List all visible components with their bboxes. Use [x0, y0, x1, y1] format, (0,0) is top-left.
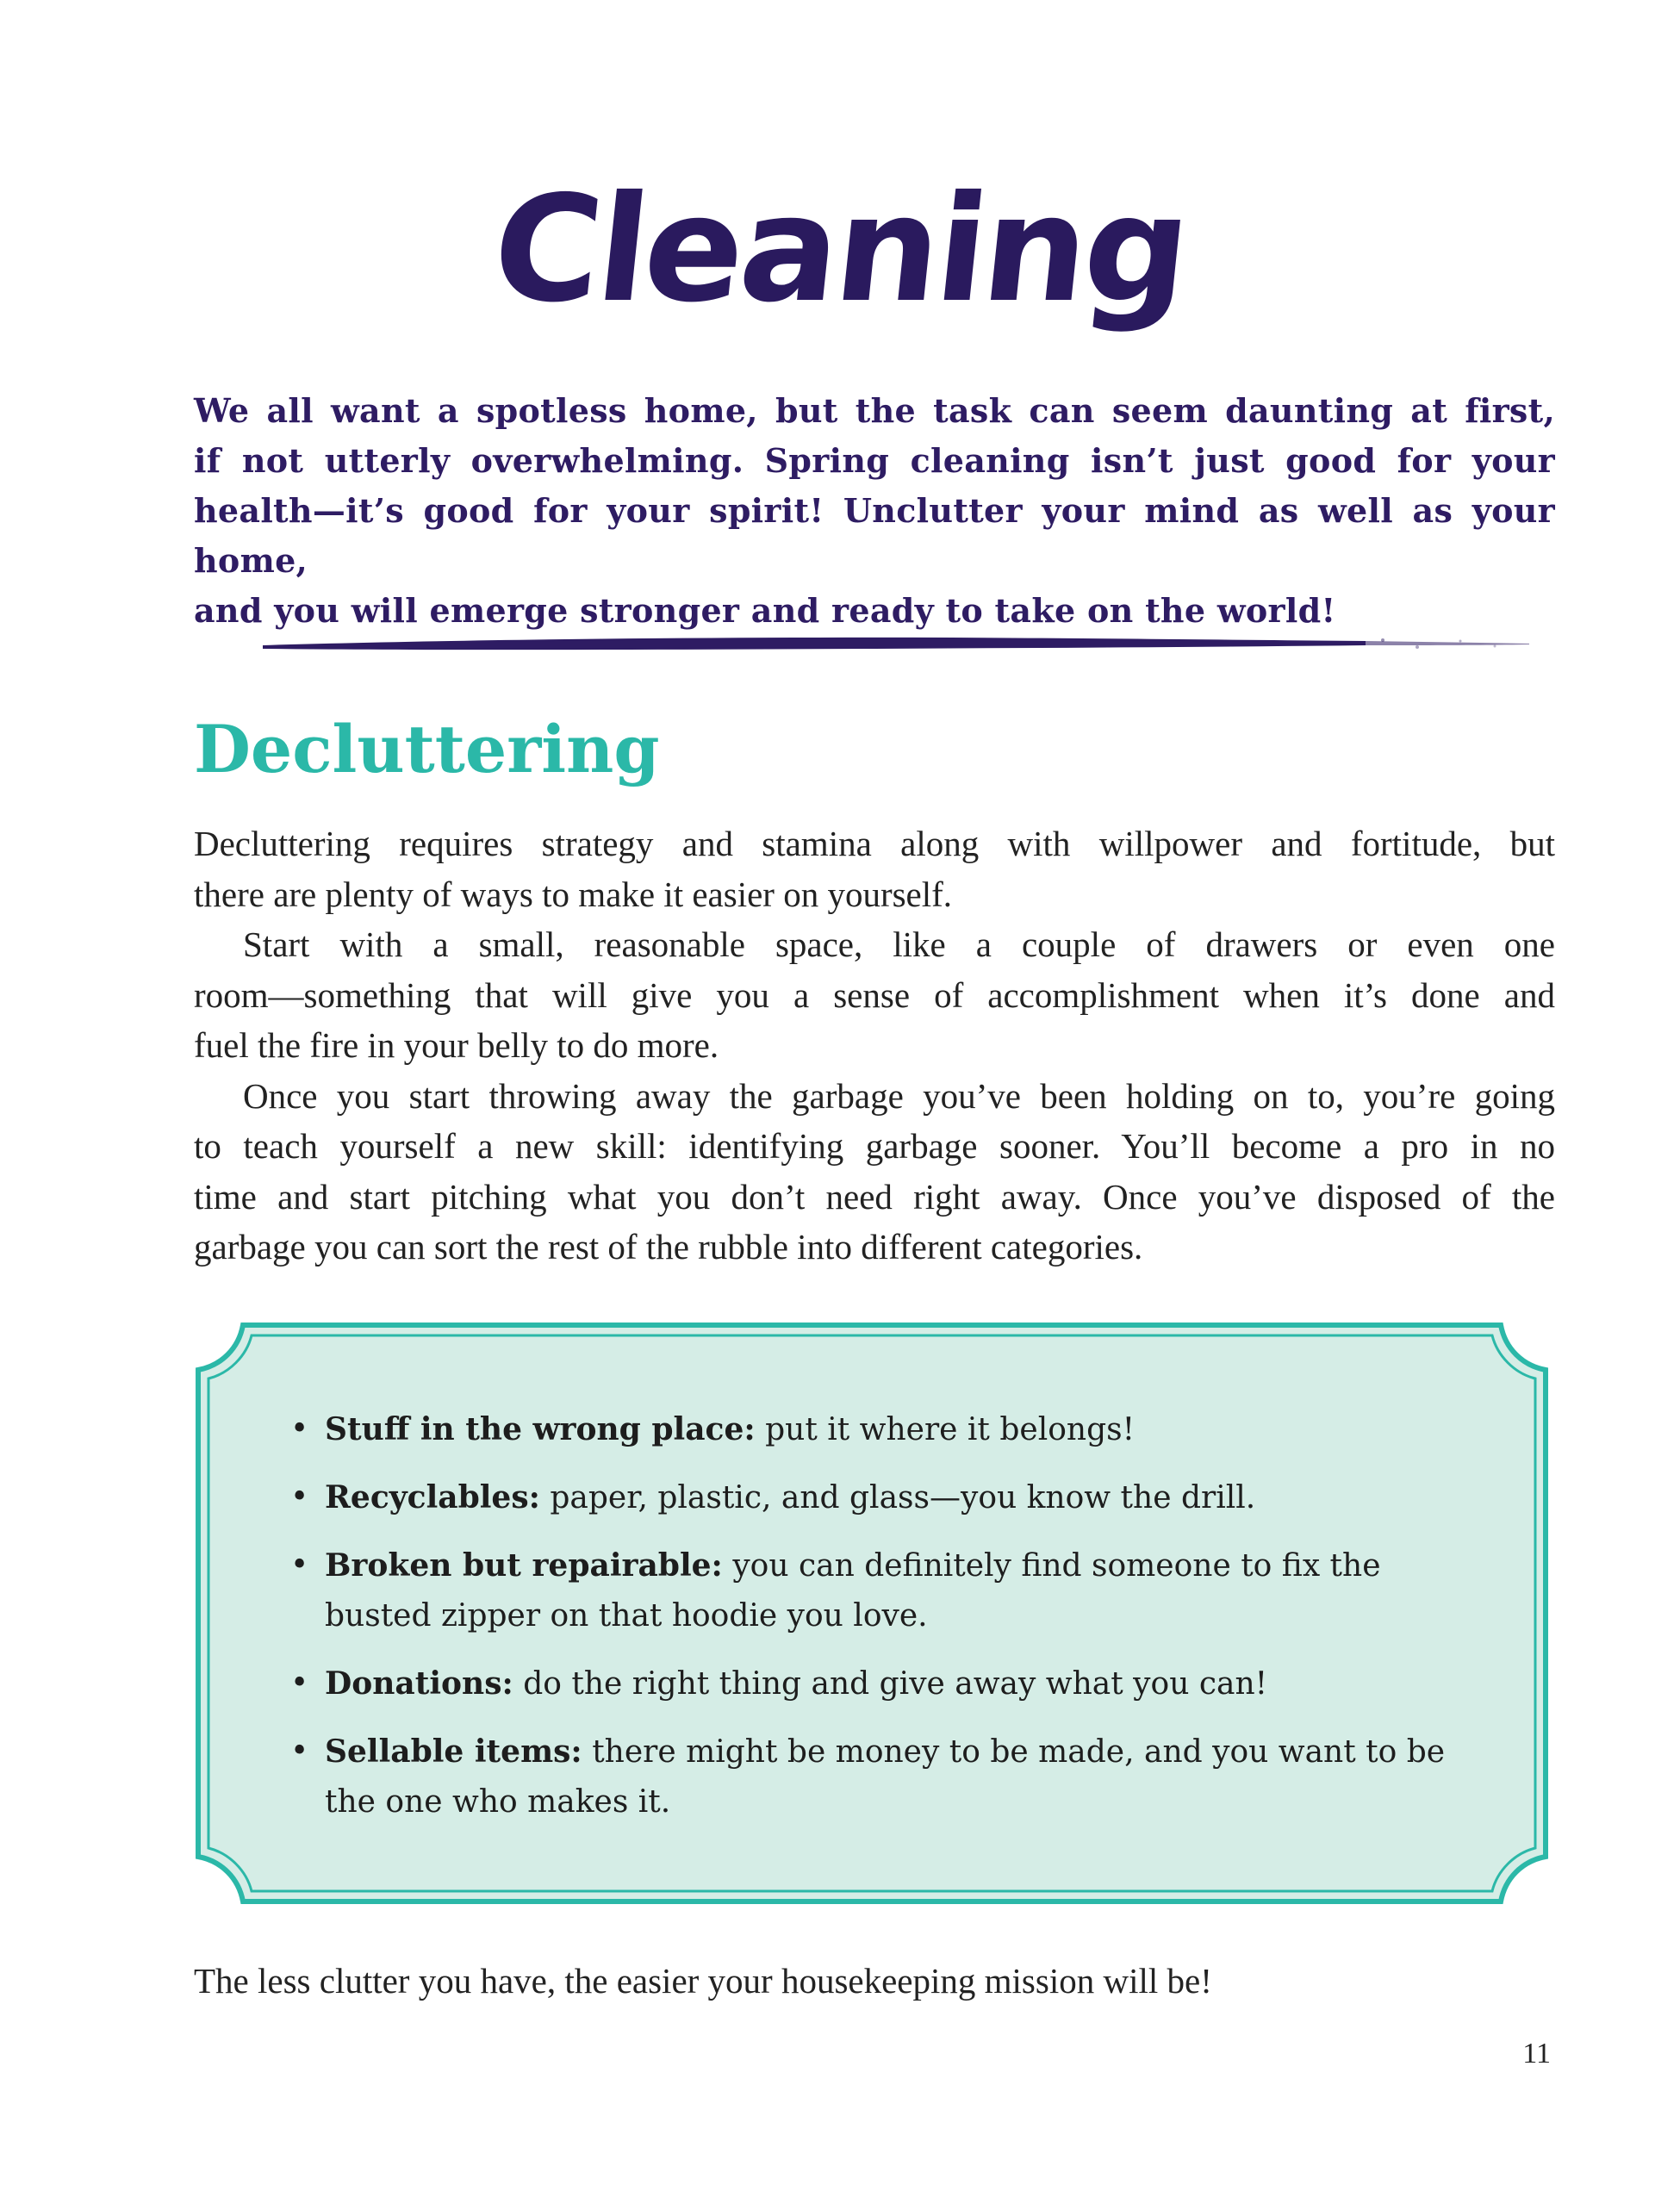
text-line: Decluttering requires strategy and stamina along with willpower and fortitude, but [194, 824, 1555, 863]
item-term: Broken but repairable: [325, 1547, 723, 1584]
intro-line: health—it’s good for your spirit! Unclutter your mind as well as your home, [194, 491, 1555, 580]
intro-paragraph [194, 386, 1555, 636]
page-title: Cleaning [485, 165, 1195, 335]
text-line: to teach yourself a new skill: identifying garbage sooner. You’ll become a pro in no [194, 1126, 1555, 1166]
item-term: Recyclables: [325, 1479, 540, 1515]
item-desc: paper, plastic, and glass—you know the drill. [550, 1480, 1256, 1515]
list-item [290, 1659, 1496, 1709]
category-list [290, 1404, 1496, 1845]
text-line: Once you start throwing away the garbage you’ve been holding on to, you’re going [243, 1075, 1555, 1116]
closing-sentence: The less clutter you have, the easier your housekeeping mission will be! [194, 1961, 1212, 2001]
bullet: • [290, 1665, 309, 1701]
list-item [290, 1540, 1496, 1641]
list-item [290, 1472, 1496, 1523]
page-number: 11 [1522, 2038, 1551, 2069]
intro-line: and you will emerge stronger and ready to take on the world! [194, 591, 1336, 630]
list-item [290, 1404, 1496, 1455]
paragraph [194, 1071, 1555, 1273]
list-item [290, 1727, 1496, 1827]
brush-stroke-divider [263, 625, 1529, 659]
item-desc: do the right thing and give away what you can! [523, 1666, 1268, 1702]
bullet: • [290, 1479, 309, 1515]
section-heading: Decluttering [194, 711, 660, 787]
item-term: Donations: [325, 1665, 513, 1702]
text-line: there are plenty of ways to make it easier on yourself. [194, 874, 953, 914]
text-line: time and start pitching what you don’t need right away. Once you’ve disposed of the [194, 1176, 1555, 1217]
paragraph [194, 919, 1555, 1071]
paragraph [194, 818, 1555, 919]
item-desc: there might be money to be made, and you want to be the one who makes it. [325, 1734, 1446, 1820]
body-text [194, 818, 1555, 1273]
item-term: Stuff in the wrong place: [325, 1411, 756, 1447]
item-desc: put it where it belongs! [765, 1412, 1136, 1447]
intro-line: if not utterly overwhelming. Spring cleaning isn’t just good for your [194, 441, 1555, 480]
intro-line: We all want a spotless home, but the task can seem daunting at first, [194, 391, 1555, 430]
categories-callout-box [191, 1318, 1552, 1908]
item-term: Sellable items: [325, 1733, 582, 1770]
bullet: • [290, 1547, 309, 1583]
item-desc: you can definitely find someone to fix the busted zipper on that hoodie you love. [325, 1548, 1381, 1634]
bullet: • [290, 1733, 309, 1769]
text-line: fuel the fire in your belly to do more. [194, 1025, 719, 1065]
bullet: • [290, 1411, 309, 1447]
text-line: Start with a small, reasonable space, like a couple of drawers or even one [243, 924, 1555, 964]
text-line: room—something that will give you a sense of accomplishment when it’s done and [194, 974, 1555, 1015]
text-line: garbage you can sort the rest of the rubble into different categories. [194, 1227, 1143, 1267]
